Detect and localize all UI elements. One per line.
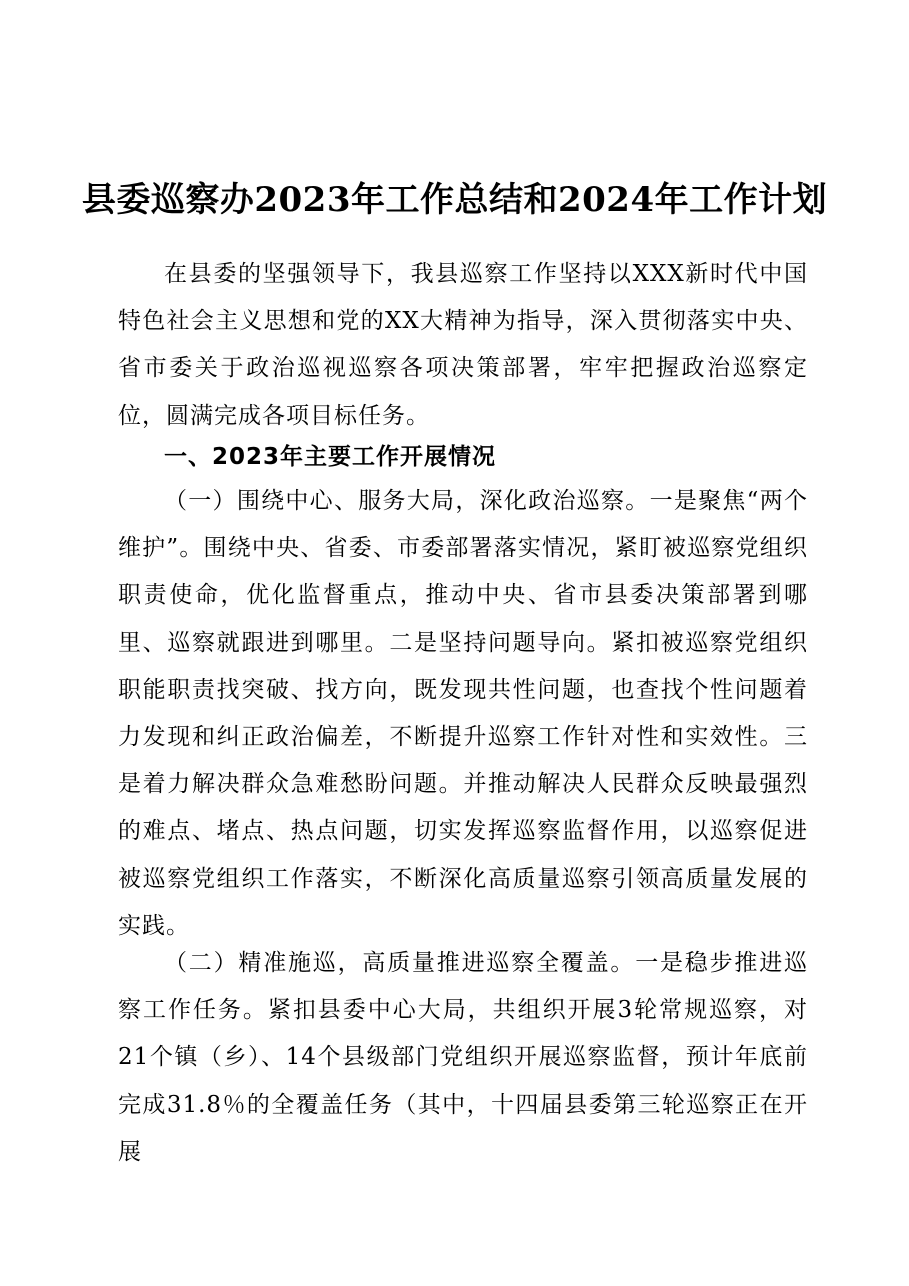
section-heading: 一、2023年主要工作开展情况: [164, 444, 497, 470]
intro-paragraph: 在县委的坚强领导下，我县巡察工作坚持以XXX新时代中国特色社会主义思想和党的XX大精神为指导，深入贯彻落实中央、省市委关于政治巡视巡察各项决策部署，牢牢把握政治巡察定位，圆满完成各项目标任务。: [118, 261, 808, 429]
document-title: 县委巡察办2023年工作总结和2024年工作计划: [81, 180, 828, 220]
paragraph-precise-inspection: （二）精准施巡，高质量推进巡察全覆盖。一是稳步推进巡察工作任务。紧扣县委中心大局，共组织开展3轮常规巡察，对21个镇（乡）、14个县级部门党组织开展巡察监督，预计年底前完成31.8％的全覆盖任务（其中，十四届县委第三轮巡察正在开展: [118, 950, 808, 1165]
paragraph-focus-center: （一）围绕中心、服务大局，深化政治巡察。一是聚焦“两个维护”。围绕中央、省委、市委部署落实情况，紧盯被巡察党组织职责使命，优化监督重点，推动中央、省市县委决策部署到哪里、巡察就跟进到哪里。二是坚持问题导向。紧扣被巡察党组织职能职责找突破、找方向，既发现共性问题，也查找个性问题着力发现和纠正政治偏差，不断提升巡察工作针对性和实效性。三是着力解决群众急难愁盼问题。并推动解决人民群众反映最强烈的难点、堵点、热点问题，切实发挥巡察监督作用，以巡察促进被巡察党组织工作落实，不断深化高质量巡察引领高质量发展的实践。: [118, 488, 808, 939]
